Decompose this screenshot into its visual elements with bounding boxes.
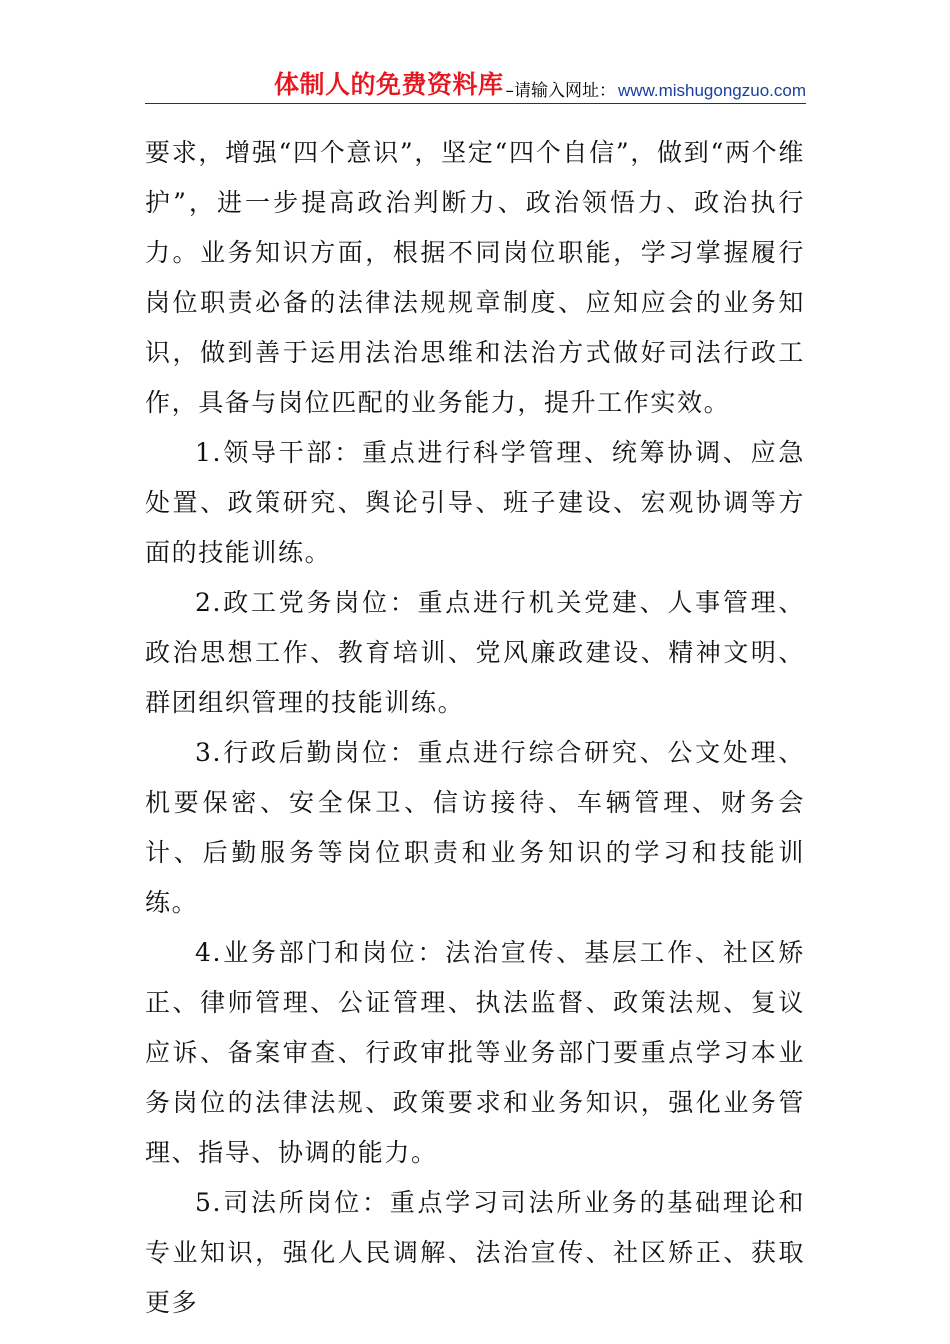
page-header: [145, 72, 806, 104]
paragraph-item-5: 5.司法所岗位：重点学习司法所业务的基础理论和专业知识，强化人民调解、法治宣传、社区矫正、获取更多: [145, 1188, 805, 1317]
paragraph-item-1: 1.领导干部：重点进行科学管理、统筹协调、应急处置、政策研究、舆论引导、班子建设、宏观协调等方面的技能训练。: [145, 438, 805, 567]
paragraph-item-2: 2.政工党务岗位：重点进行机关党建、人事管理、政治思想工作、教育培训、党风廉政建设、精神文明、群团组织管理的技能训练。: [145, 588, 805, 717]
url-hint: –请输入网址：: [505, 81, 616, 101]
brand-title: 体制人的免费资料库: [273, 70, 504, 99]
paragraph-item-3: 3.行政后勤岗位：重点进行综合研究、公文处理、机要保密、安全保卫、信访接待、车辆管理、财务会计、后勤服务等岗位职责和业务知识的学习和技能训练。: [145, 738, 805, 917]
website-link[interactable]: www.mishugongzuo.com: [617, 81, 806, 100]
paragraph-intro: 要求，增强“四个意识”，坚定“四个自信”，做到“两个维护”，进一步提高政治判断力、政治领悟力、政治执行力。业务知识方面，根据不同岗位职能，学习掌握履行岗位职责必备的法律法规规章制度、应知应会的业务知识，做到善于运用法治思维和法治方式做好司法行政工作，具备与岗位匹配的业务能力，提升工作实效。: [145, 138, 805, 417]
paragraph-item-4: 4.业务部门和岗位：法治宣传、基层工作、社区矫正、律师管理、公证管理、执法监督、政策法规、复议应诉、备案审查、行政审批等业务部门要重点学习本业务岗位的法律法规、政策要求和业务知识，强化业务管理、指导、协调的能力。: [145, 938, 805, 1167]
document-body: [145, 128, 805, 1328]
